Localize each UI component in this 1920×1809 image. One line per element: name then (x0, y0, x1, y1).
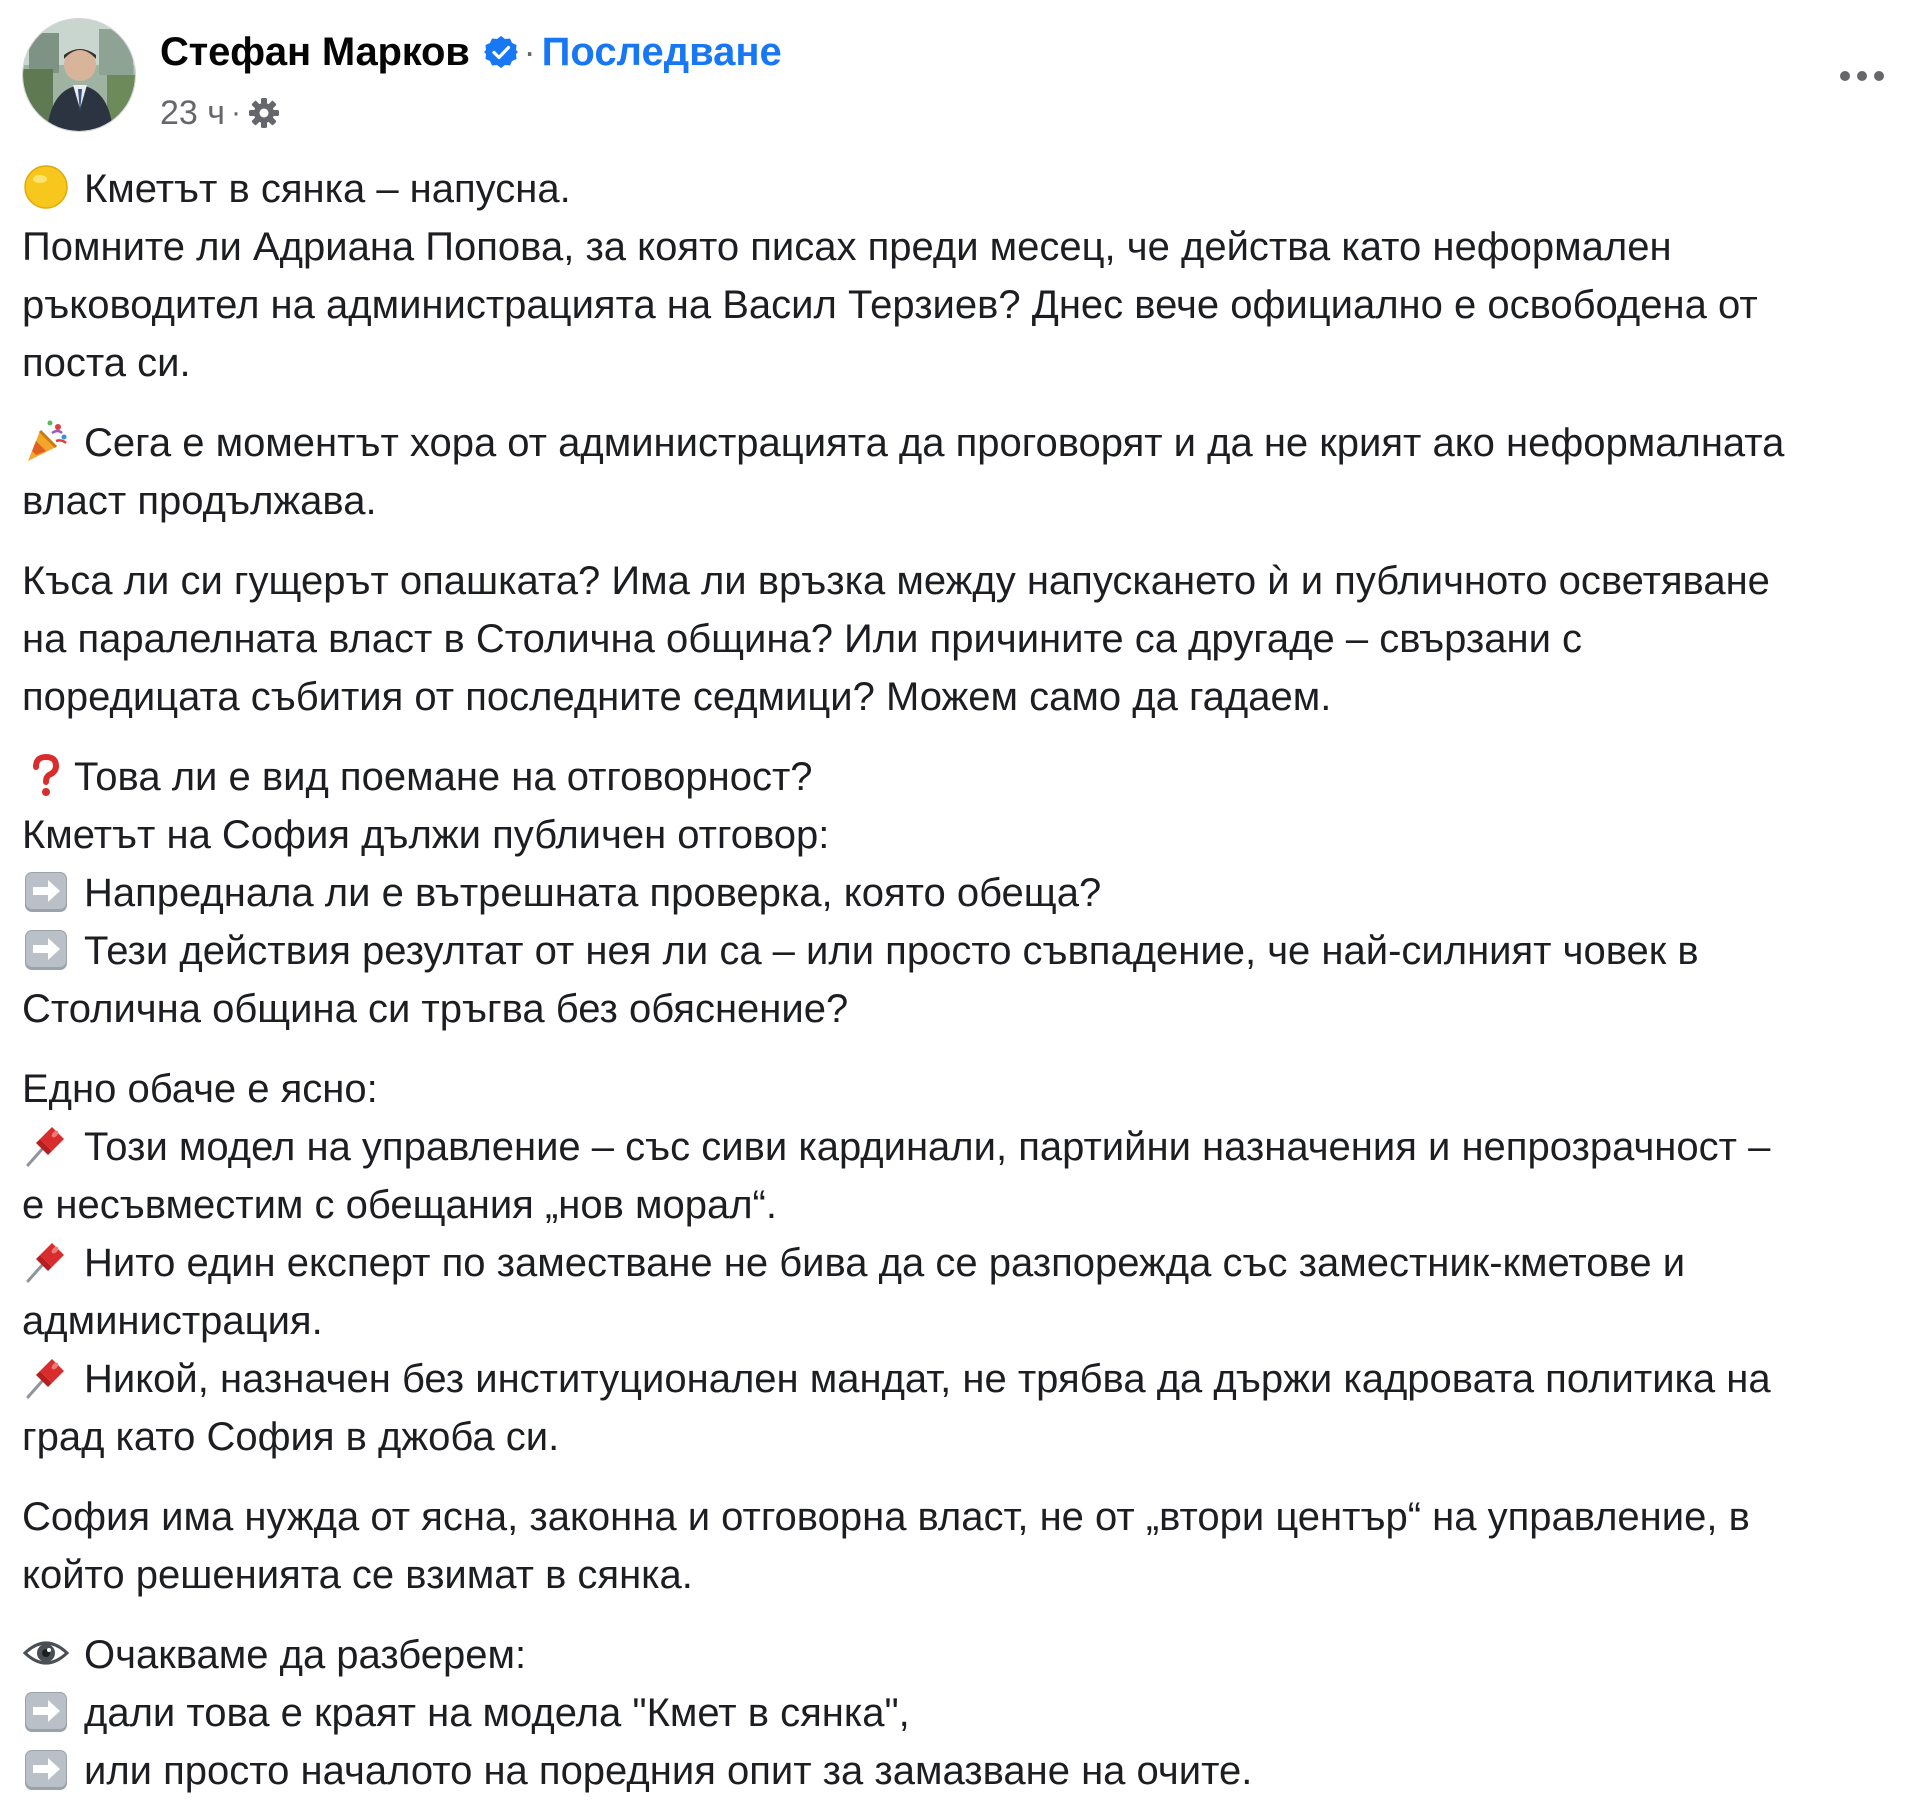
post-text: дали това е краят на модела "Кмет в сянка", (84, 1691, 910, 1735)
separator-dot: · (523, 31, 536, 72)
party-popper-icon (22, 417, 70, 465)
author-line (160, 24, 782, 80)
post-body (22, 160, 1902, 1800)
post-paragraph (22, 1488, 1902, 1604)
right-arrow-icon (22, 1687, 70, 1735)
post-text: Сега е моментът хора от администрацията да проговорят и да не крият ако неформалната (84, 421, 1785, 465)
post-text-line (22, 1118, 1902, 1176)
post-text-line (22, 1742, 1902, 1800)
post-text: Това ли е вид поемане на отговорност? (74, 755, 813, 799)
post-text: поста си. (22, 341, 191, 385)
more-options-icon[interactable] (1822, 48, 1902, 104)
post-text: който решенията се взимат в сянка. (22, 1553, 693, 1597)
avatar-photo (23, 19, 135, 131)
separator-dot: · (230, 96, 241, 129)
eye-icon (22, 1629, 70, 1677)
post-text-line (22, 1684, 1902, 1742)
post-paragraph (22, 1626, 1902, 1800)
follow-button[interactable]: Последване (541, 29, 782, 74)
pushpin-icon (22, 1121, 70, 1169)
pushpin-icon (22, 1237, 70, 1285)
post-text-line (22, 748, 1902, 806)
post-text: град като София в джоба си. (22, 1415, 560, 1459)
post-text-line (22, 552, 1902, 610)
gear-icon[interactable] (247, 96, 281, 130)
post-text-line (22, 668, 1902, 726)
author-name[interactable]: Стефан Марков (160, 29, 470, 74)
post-text: администрация. (22, 1299, 323, 1343)
post-text: София има нужда от ясна, законна и отговорна власт, не от „втори център“ на управление, в (22, 1495, 1750, 1539)
post-text: Никой, назначен без институционален мандат, не трябва да държи кадровата политика на (84, 1357, 1771, 1401)
post-text-line (22, 414, 1902, 472)
post-paragraph (22, 748, 1902, 1038)
post-text-line (22, 980, 1902, 1038)
post-text-line (22, 1234, 1902, 1292)
post-paragraph (22, 414, 1902, 530)
post-text: власт продължава. (22, 479, 377, 523)
right-arrow-icon (22, 925, 70, 973)
post-text: Едно обаче е ясно: (22, 1067, 378, 1111)
post-text-line (22, 1626, 1902, 1684)
post-text: Тези действия резултат от нея ли са – или просто съвпадение, че най-силният човек в (84, 929, 1699, 973)
yellow-circle-icon (22, 163, 70, 211)
right-arrow-icon (22, 1745, 70, 1793)
post-text: Нито един експерт по заместване не бива да се разпорежда със заместник-кметове и (84, 1241, 1686, 1285)
post-text: Къса ли си гущерът опашката? Има ли връзка между напускането ѝ и публичното осветяване (22, 559, 1770, 603)
post-text-line (22, 1060, 1902, 1118)
post-text-line (22, 472, 1902, 530)
post-text-line (22, 1176, 1902, 1234)
post-paragraph (22, 1060, 1902, 1466)
post-text: Кметът на София дължи публичен отговор: (22, 813, 830, 857)
post-meta (160, 88, 281, 138)
post-text-line (22, 610, 1902, 668)
post-text-line (22, 276, 1902, 334)
post-text: Столична община си тръгва без обяснение? (22, 987, 849, 1031)
post-text: или просто началото на поредния опит за замазване на очите. (84, 1749, 1253, 1793)
post-text-line (22, 1292, 1902, 1350)
post-text-line (22, 1488, 1902, 1546)
post-text: Кметът в сянка – напусна. (84, 167, 571, 211)
post-text-line (22, 1408, 1902, 1466)
post-text: е несъвместим с обещания „нов морал“. (22, 1183, 777, 1227)
post-text: ръководител на администрацията на Васил Терзиев? Днес вече официално е освободена от (22, 283, 1758, 327)
verified-badge-icon (484, 35, 518, 69)
post-header (22, 18, 1902, 138)
post-paragraph (22, 552, 1902, 726)
post-text-line (22, 1546, 1902, 1604)
author-avatar[interactable] (22, 18, 136, 132)
post-text-line (22, 864, 1902, 922)
pushpin-icon (22, 1353, 70, 1401)
post-text-line (22, 160, 1902, 218)
post-text-line (22, 806, 1902, 864)
post-text: Напреднала ли е вътрешната проверка, която обеща? (84, 871, 1102, 915)
post-text: Този модел на управление – със сиви кардинали, партийни назначения и непрозрачност – (84, 1125, 1771, 1169)
post-paragraph (22, 160, 1902, 392)
post-text-line (22, 1350, 1902, 1408)
post-text: Очакваме да разберем: (84, 1633, 527, 1677)
post-text-line (22, 334, 1902, 392)
red-question-mark-icon (22, 751, 70, 799)
post-text: поредицата събития от последните седмици? Можем само да гадаем. (22, 675, 1332, 719)
post-text: Помните ли Адриана Попова, за която писах преди месец, че действа като неформален (22, 225, 1672, 269)
post-timestamp[interactable]: 23 ч (160, 93, 225, 132)
post-text-line (22, 922, 1902, 980)
right-arrow-icon (22, 867, 70, 915)
post-text-line (22, 218, 1902, 276)
post-text: на паралелната власт в Столична община? Или причините са другаде – свързани с (22, 617, 1583, 661)
